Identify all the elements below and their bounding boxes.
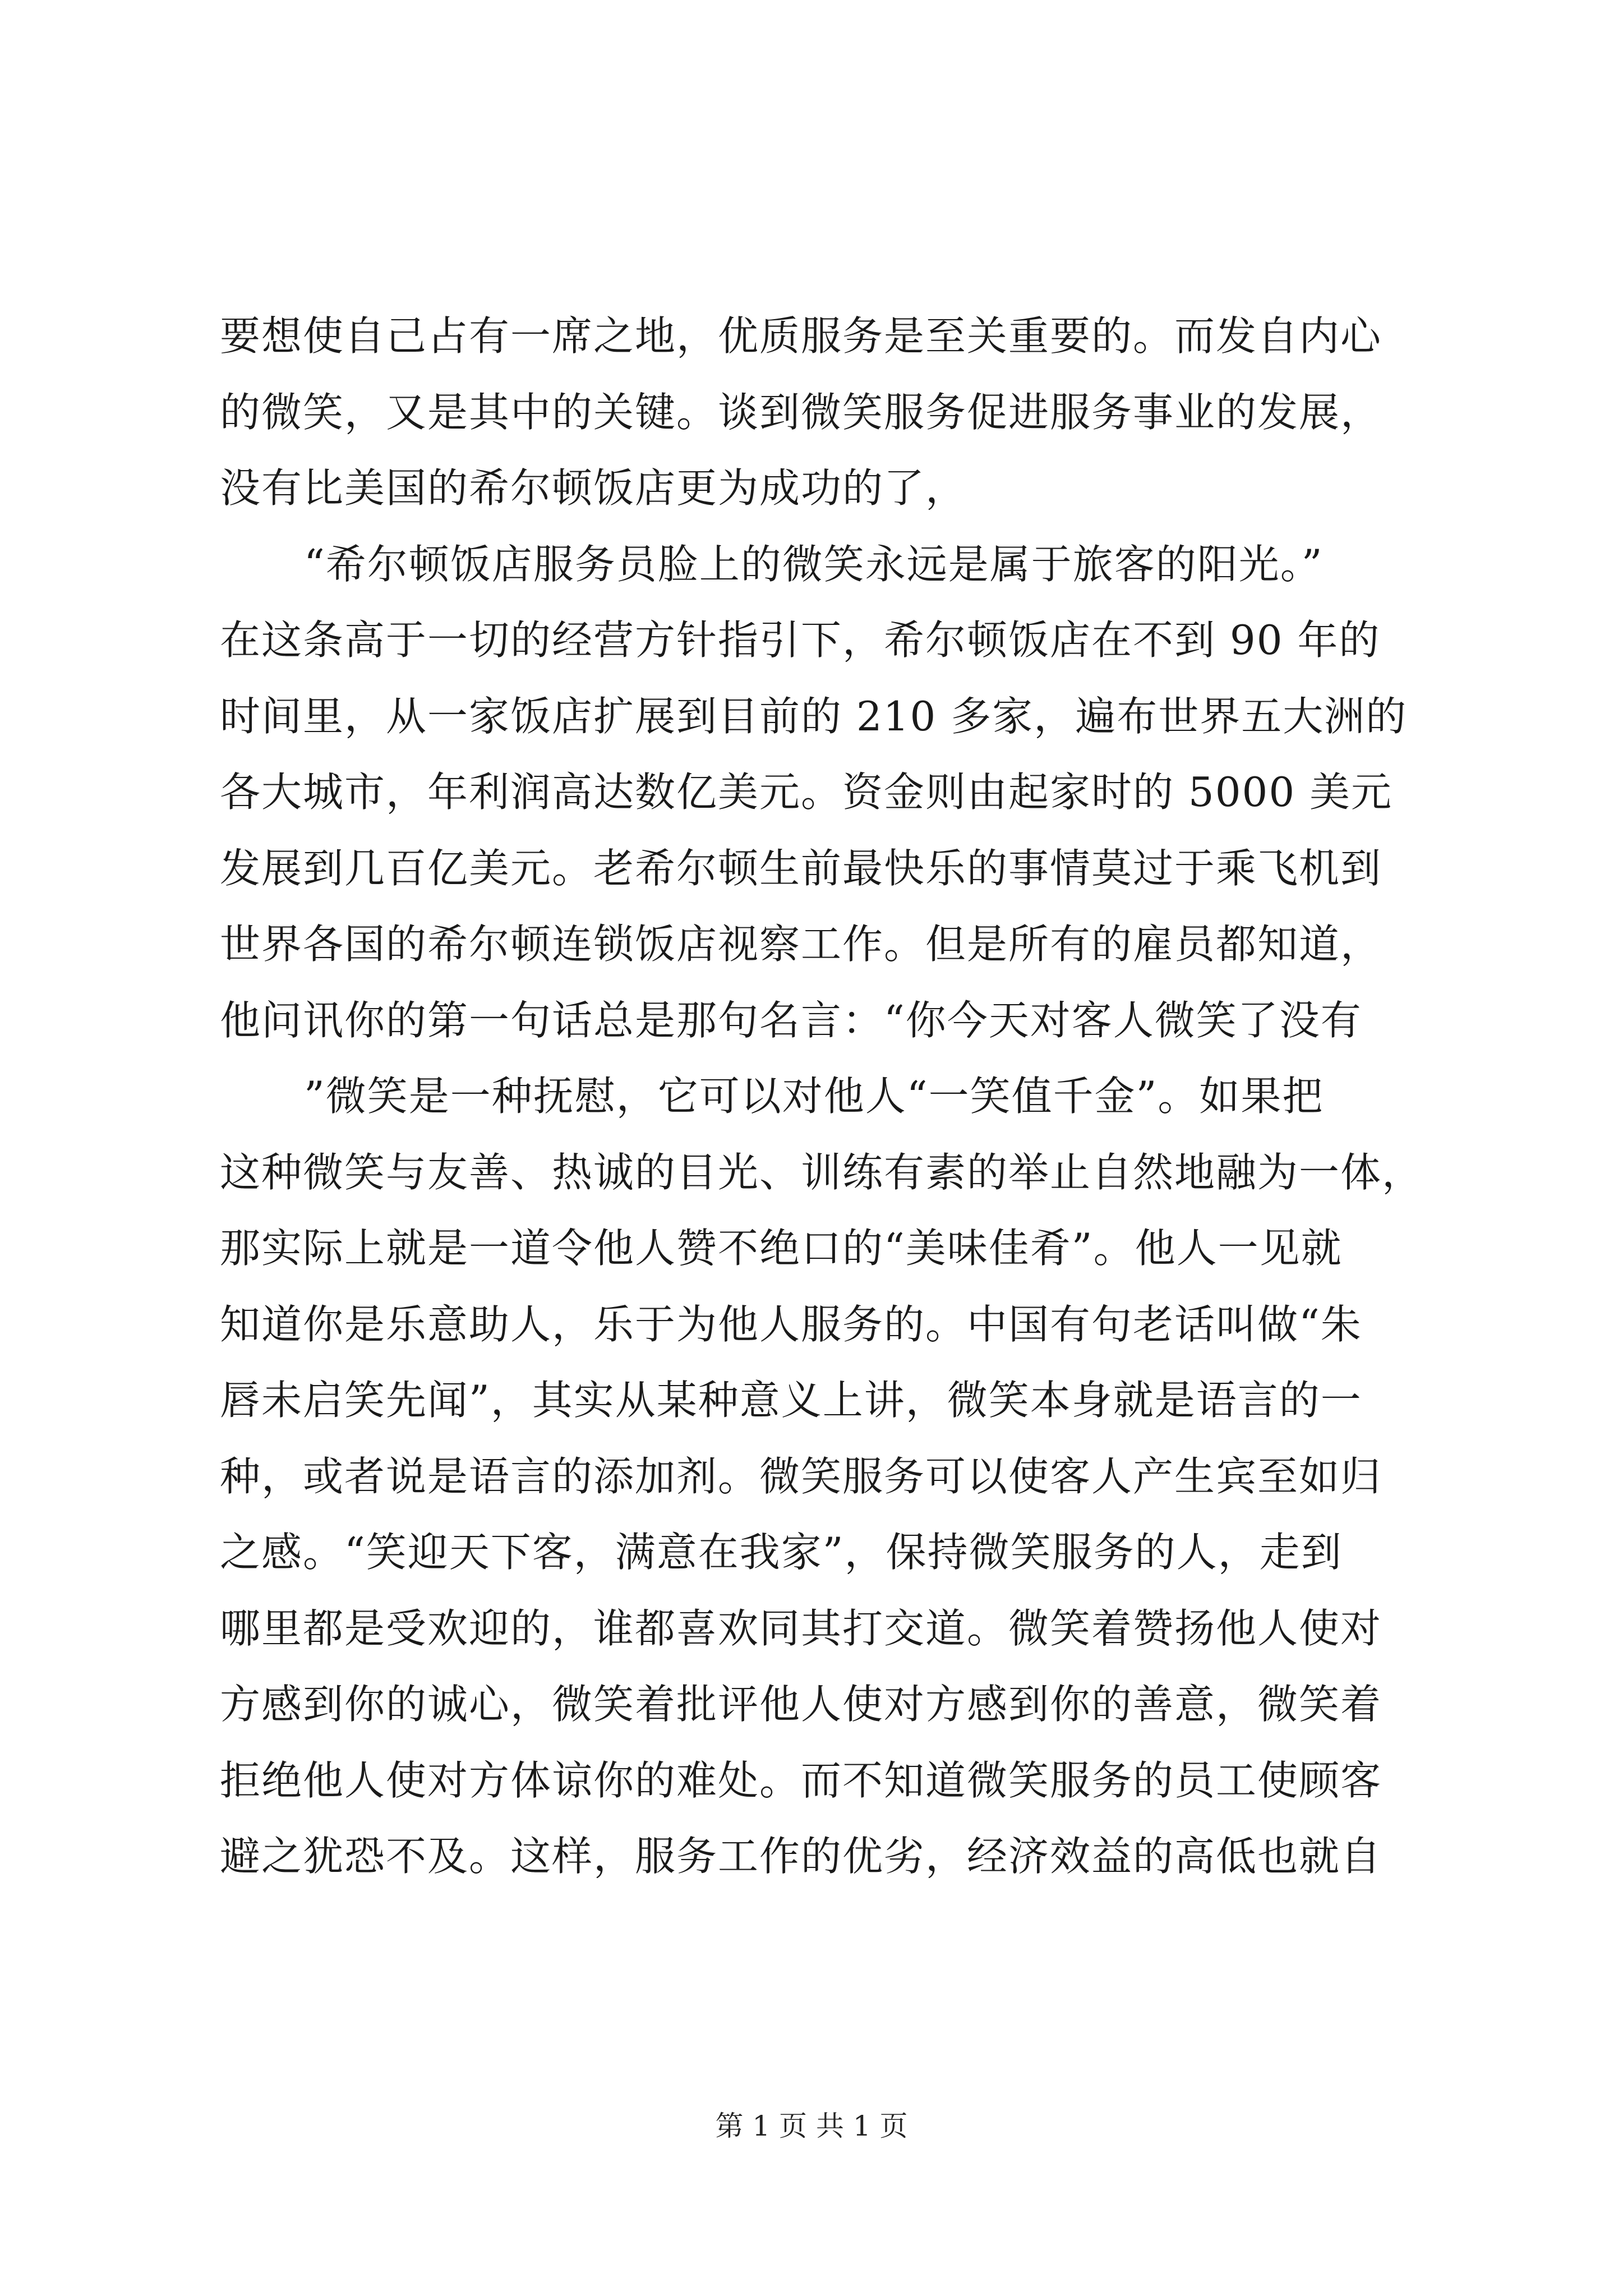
text-line-15: 唇未启笑先闻”，其实从某种意义上讲，微笑本身就是语言的一 xyxy=(220,1377,1362,1424)
text-line-2: 的微笑，又是其中的关键。谈到微笑服务促进服务事业的发展， xyxy=(220,388,1382,436)
text-line-17: 之感。“笑迎天下客，满意在我家”，保持微笑服务的人，走到 xyxy=(220,1529,1343,1576)
text-line-12: 这种微笑与友善、热诚的目光、训练有素的举止自然地融为一体， xyxy=(220,1148,1424,1196)
text-line-13: 那实际上就是一道令他人赞不绝口的“美味佳肴”。他人一见就 xyxy=(220,1225,1343,1272)
text-line-16: 种，或者说是语言的添加剂。微笑服务可以使客人产生宾至如归 xyxy=(220,1452,1382,1500)
text-line-1: 要想使自己占有一席之地，优质服务是至关重要的。而发自内心 xyxy=(220,312,1382,360)
text-line-6: 时间里，从一家饭店扩展到目前的 210 多家，遍布世界五大洲的 xyxy=(220,692,1408,740)
text-line-7: 各大城市，年利润高达数亿美元。资金则由起家时的 5000 美元 xyxy=(220,769,1393,816)
page-number-footer: 第 1 页 共 1 页 xyxy=(715,2110,908,2142)
text-line-9: 世界各国的希尔顿连锁饭店视察工作。但是所有的雇员都知道， xyxy=(220,921,1382,968)
text-line-14: 知道你是乐意助人，乐于为他人服务的。中国有句老话叫做“朱 xyxy=(220,1300,1362,1348)
text-line-5: 在这条高于一切的经营方针指引下，希尔顿饭店在不到 90 年的 xyxy=(220,616,1381,664)
text-line-11: ”微笑是一种抚慰，它可以对他人“一笑值千金”。如果把 xyxy=(304,1073,1324,1120)
text-line-8: 发展到几百亿美元。老希尔顿生前最快乐的事情莫过于乘飞机到 xyxy=(220,844,1382,892)
text-line-20: 拒绝他人使对方体谅你的难处。而不知道微笑服务的员工使顾客 xyxy=(220,1756,1382,1804)
text-line-10: 他问讯你的第一句话总是那句名言：“你今天对客人微笑了没有 xyxy=(220,996,1362,1044)
text-line-19: 方感到你的诚心，微笑着批评他人使对方感到你的善意，微笑着 xyxy=(220,1681,1382,1728)
text-line-4: “希尔顿饭店服务员脸上的微笑永远是属于旅客的阳光。” xyxy=(304,540,1324,588)
text-line-3: 没有比美国的希尔顿饭店更为成功的了， xyxy=(220,464,967,512)
text-line-18: 哪里都是受欢迎的，谁都喜欢同其打交道。微笑着赞扬他人使对 xyxy=(220,1604,1382,1652)
text-line-21: 避之犹恐不及。这样，服务工作的优劣，经济效益的高低也就自 xyxy=(220,1833,1382,1880)
document-body xyxy=(220,298,1442,1895)
